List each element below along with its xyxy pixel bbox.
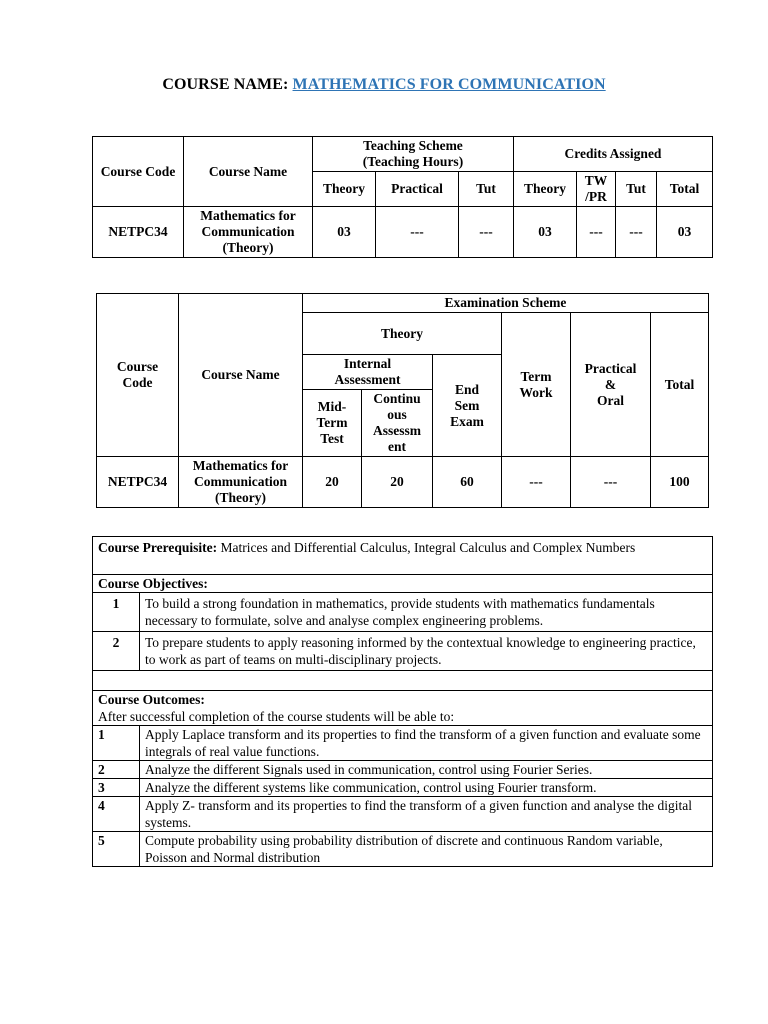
course-name-cell: Mathematics for Communication (Theory) [179, 457, 303, 508]
mid-term-cell: 20 [303, 457, 362, 508]
end-sem-cell: 60 [433, 457, 502, 508]
continuous-cell: 20 [362, 457, 433, 508]
theory-header: Theory [313, 172, 376, 207]
outcome-row [93, 761, 713, 779]
objective-number: 1 [93, 593, 140, 632]
term-work-header: Term Work [502, 313, 571, 457]
exam-total-cell: 100 [651, 457, 709, 508]
total-header: Total [651, 313, 709, 457]
continuous-assessment-header: Continu ous Assessm ent [362, 390, 433, 457]
practical-oral-header: Practical & Oral [571, 313, 651, 457]
theory-header: Theory [303, 313, 502, 355]
tw-pr-cell: --- [577, 207, 616, 258]
course-details-table [92, 536, 713, 867]
practical-header: Practical [376, 172, 459, 207]
credit-tut-header: Tut [616, 172, 657, 207]
objective-row [93, 632, 713, 671]
course-name-cell: Mathematics for Communication (Theory) [184, 207, 313, 258]
mid-term-test-header: Mid- Term Test [303, 390, 362, 457]
course-name-header: Course Name [184, 137, 313, 207]
objective-number: 2 [93, 632, 140, 671]
outcome-text: Apply Laplace transform and its properties to find the transform of a given function and evaluate some integrals of real value functions. [140, 726, 713, 761]
outcome-row [93, 779, 713, 797]
examination-scheme-table [96, 293, 709, 508]
outcome-text: Analyze the different Signals used in communication, control using Fourier Series. [140, 761, 713, 779]
teaching-scheme-header: Teaching Scheme (Teaching Hours) [313, 137, 514, 172]
course-code-cell: NETPC34 [93, 207, 184, 258]
outcome-text: Apply Z- transform and its properties to find the transform of a given function and analyse the digital systems. [140, 797, 713, 832]
outcome-number: 4 [93, 797, 140, 832]
course-code-header: Course Code [97, 294, 179, 457]
tut-cell: --- [459, 207, 514, 258]
course-code-cell: NETPC34 [97, 457, 179, 508]
term-work-cell: --- [502, 457, 571, 508]
outcome-row [93, 832, 713, 867]
course-code-header: Course Code [93, 137, 184, 207]
tut-header: Tut [459, 172, 514, 207]
credit-total-cell: 03 [657, 207, 713, 258]
credits-assigned-header: Credits Assigned [514, 137, 713, 172]
practical-cell: --- [376, 207, 459, 258]
objective-row [93, 593, 713, 632]
outcome-number: 2 [93, 761, 140, 779]
page-title [0, 76, 768, 94]
table-row [97, 457, 709, 508]
table-row [93, 207, 713, 258]
credit-tut-cell: --- [616, 207, 657, 258]
title-label: COURSE NAME: [162, 76, 293, 93]
credit-theory-header: Theory [514, 172, 577, 207]
tw-pr-header: TW /PR [577, 172, 616, 207]
course-name-header: Course Name [179, 294, 303, 457]
credit-theory-cell: 03 [514, 207, 577, 258]
end-sem-exam-header: End Sem Exam [433, 355, 502, 457]
theory-cell: 03 [313, 207, 376, 258]
internal-assessment-header: Internal Assessment [303, 355, 433, 390]
outcome-row [93, 726, 713, 761]
total-header: Total [657, 172, 713, 207]
objective-text: To build a strong foundation in mathematics, provide students with mathematics fundamentals necessary to formulate, solve and analyse complex engineering problems. [140, 593, 713, 632]
outcome-number: 1 [93, 726, 140, 761]
practical-oral-cell: --- [571, 457, 651, 508]
course-name-link[interactable]: MATHEMATICS FOR COMMUNICATION [292, 76, 606, 93]
course-prerequisite: Course Prerequisite: Matrices and Differential Calculus, Integral Calculus and Complex Numbers [93, 537, 713, 575]
teaching-scheme-table [92, 136, 713, 258]
objective-text: To prepare students to apply reasoning informed by the contextual knowledge to engineering practice, to work as part of teams on multi-disciplinary projects. [140, 632, 713, 671]
outcome-row [93, 797, 713, 832]
outcome-text: Compute probability using probability distribution of discrete and continuous Random variable, Poisson and Normal distribution [140, 832, 713, 867]
outcome-number: 5 [93, 832, 140, 867]
outcome-number: 3 [93, 779, 140, 797]
course-outcomes-heading: Course Outcomes: After successful completion of the course students will be able to: [93, 691, 713, 726]
outcome-text: Analyze the different systems like communication, control using Fourier transform. [140, 779, 713, 797]
course-objectives-heading: Course Objectives: [93, 575, 713, 593]
blank-separator-row [93, 671, 713, 691]
examination-scheme-header: Examination Scheme [303, 294, 709, 313]
